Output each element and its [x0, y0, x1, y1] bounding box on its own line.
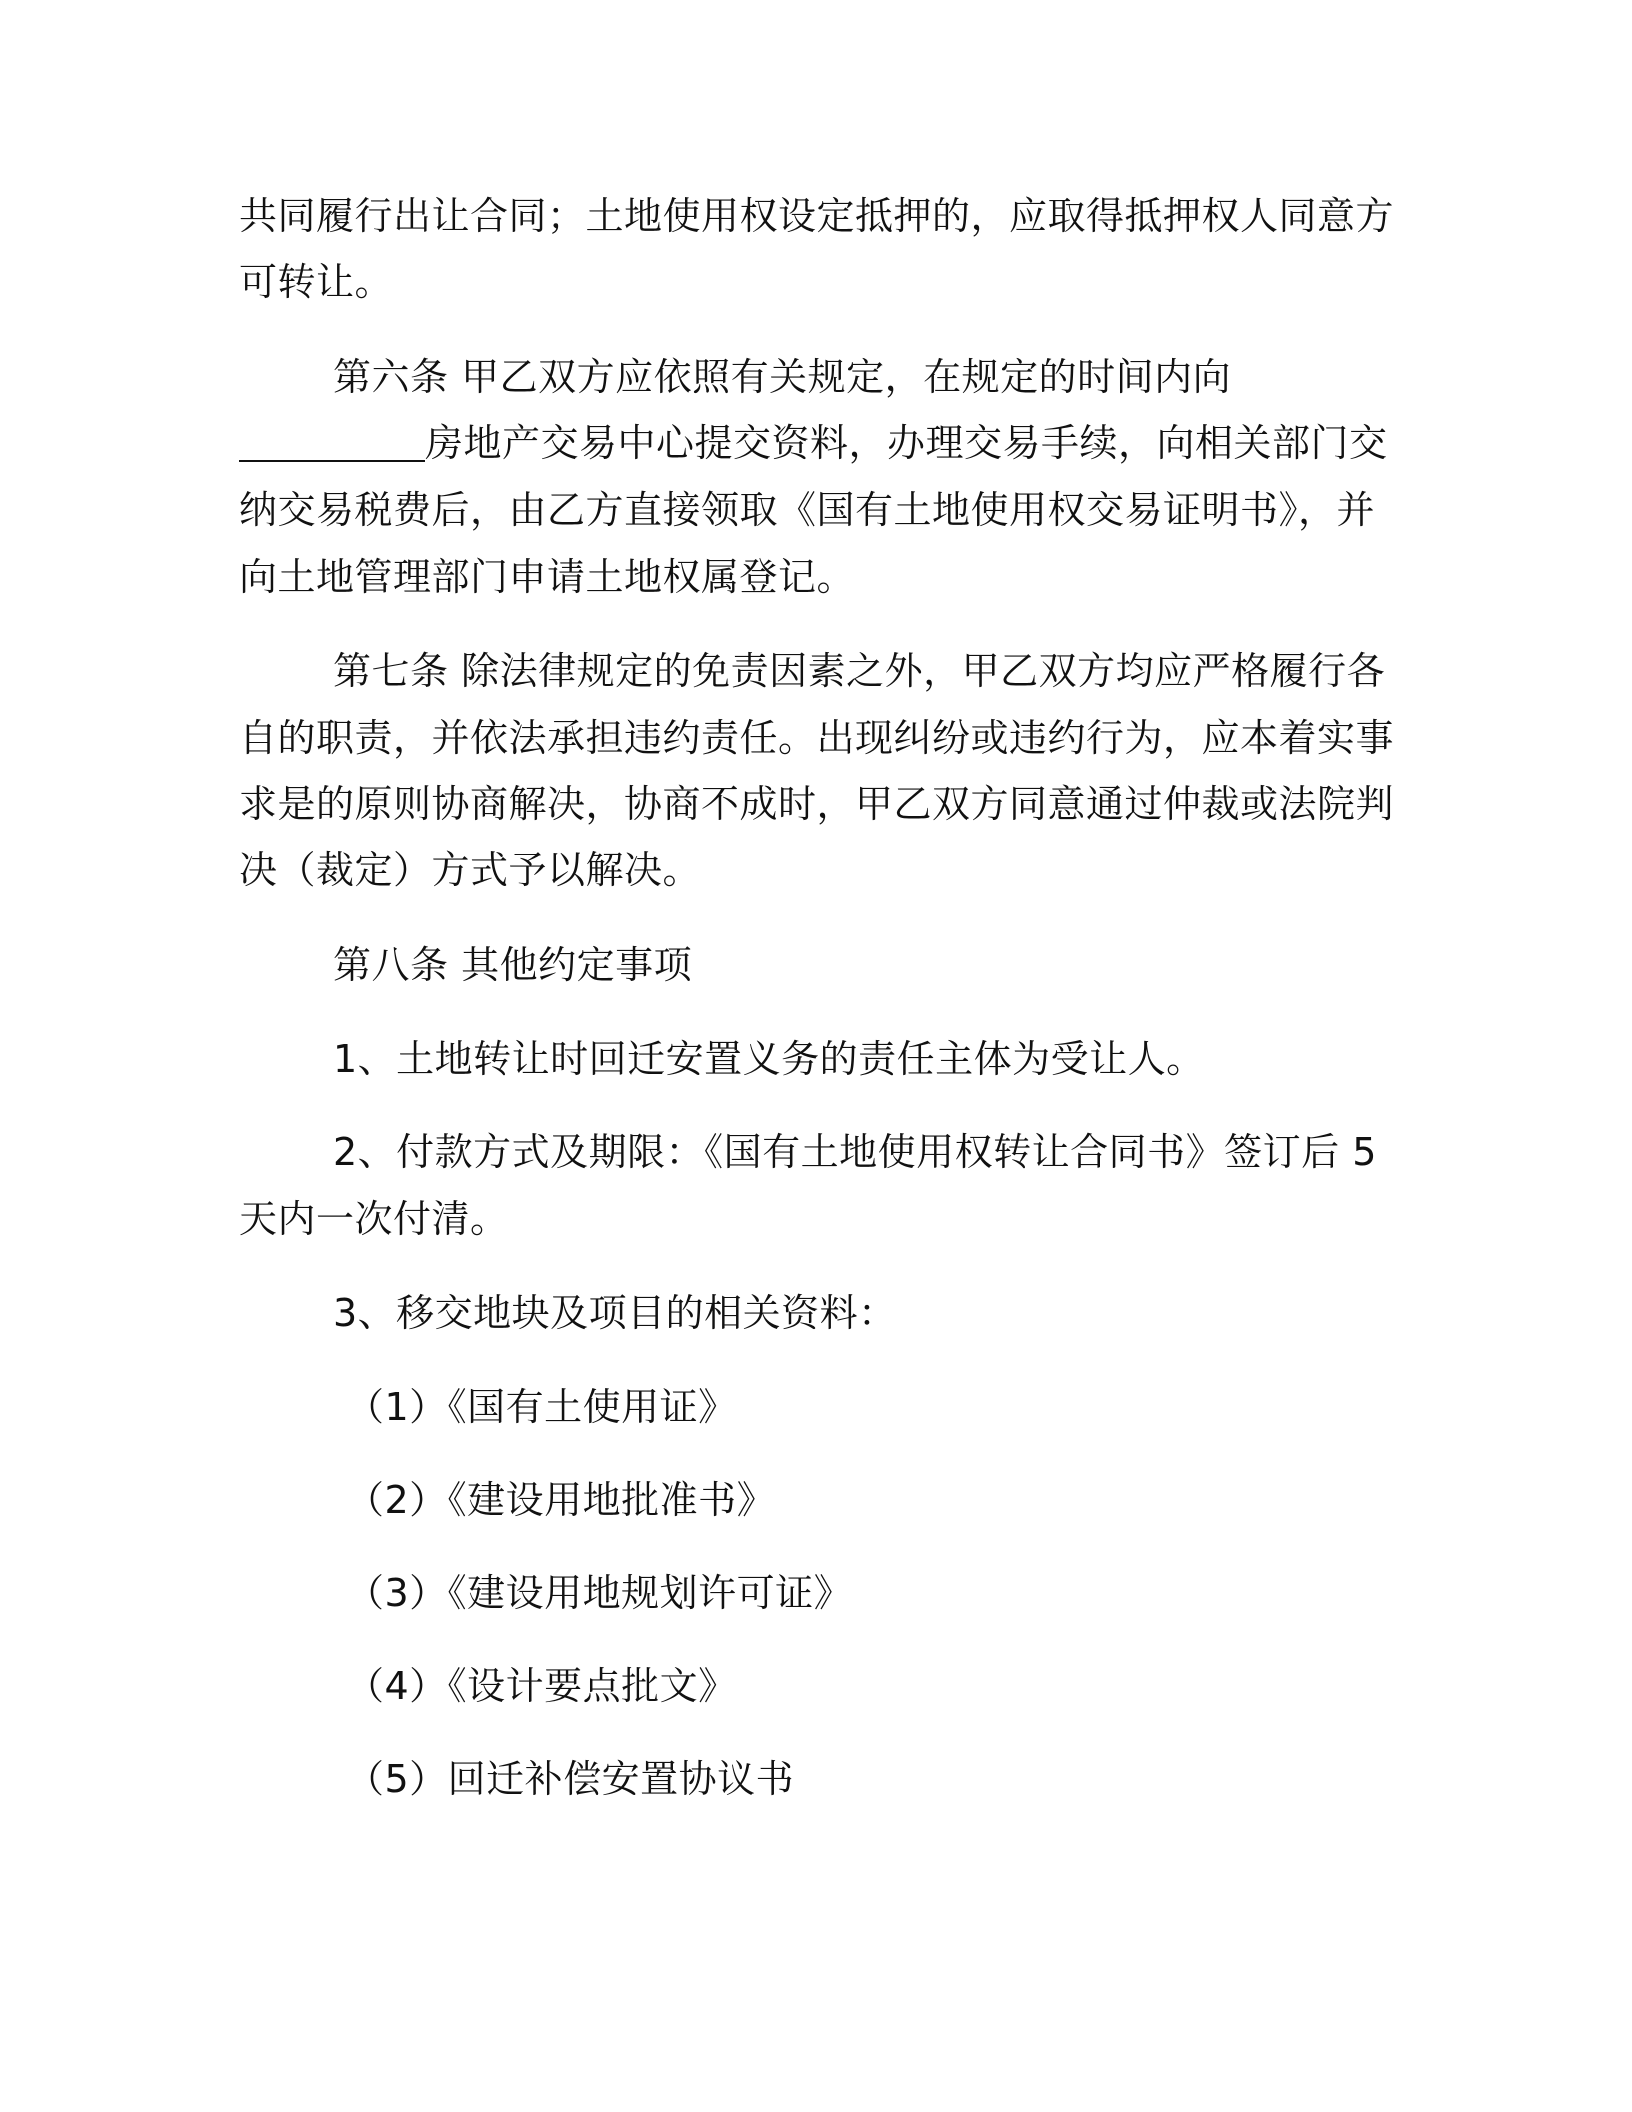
list-item: 1、土地转让时回迁安置义务的责任主体为受让人。	[333, 1037, 1205, 1081]
sub-list-item: （4）《设计要点批文》	[346, 1664, 737, 1708]
sub-list-item: （2）《建设用地批准书》	[346, 1478, 776, 1522]
list-item: 2、付款方式及期限：《国有土地使用权转让合同书》签订后 5	[333, 1130, 1377, 1174]
text-line: 求是的原则协商解决，协商不成时，甲乙双方同意通过仲裁或法院判	[239, 782, 1395, 826]
text-line: 共同履行出让合同；土地使用权设定抵押的，应取得抵押权人同意方	[239, 194, 1395, 238]
article-7-heading-line: 第七条 除法律规定的免责因素之外，甲乙双方均应严格履行各	[333, 649, 1386, 693]
text-line: 可转让。	[239, 260, 394, 304]
text-line: 自的职责，并依法承担违约责任。出现纠纷或违约行为，应本着实事	[239, 716, 1395, 760]
sub-list-item: （3）《建设用地规划许可证》	[346, 1571, 853, 1615]
text-line: 房地产交易中心提交资料，办理交易手续，向相关部门交	[425, 421, 1388, 465]
text-line: 决（裁定）方式予以解决。	[239, 848, 702, 892]
text-line-with-blank	[239, 409, 1388, 477]
text-line: 纳交易税费后，由乙方直接领取《国有土地使用权交易证明书》，并	[239, 488, 1376, 532]
sub-list-item: （5）回迁补偿安置协议书	[346, 1757, 795, 1801]
text-line: 天内一次付清。	[239, 1197, 509, 1241]
article-8-heading: 第八条 其他约定事项	[333, 943, 693, 987]
article-6-heading-line: 第六条 甲乙双方应依照有关规定，在规定的时间内向	[333, 355, 1232, 399]
sub-list-item: （1）《国有土使用证》	[346, 1385, 737, 1429]
text-line: 向土地管理部门申请土地权属登记。	[239, 555, 856, 599]
list-item: 3、移交地块及项目的相关资料：	[333, 1291, 897, 1335]
fill-in-blank	[239, 420, 425, 462]
